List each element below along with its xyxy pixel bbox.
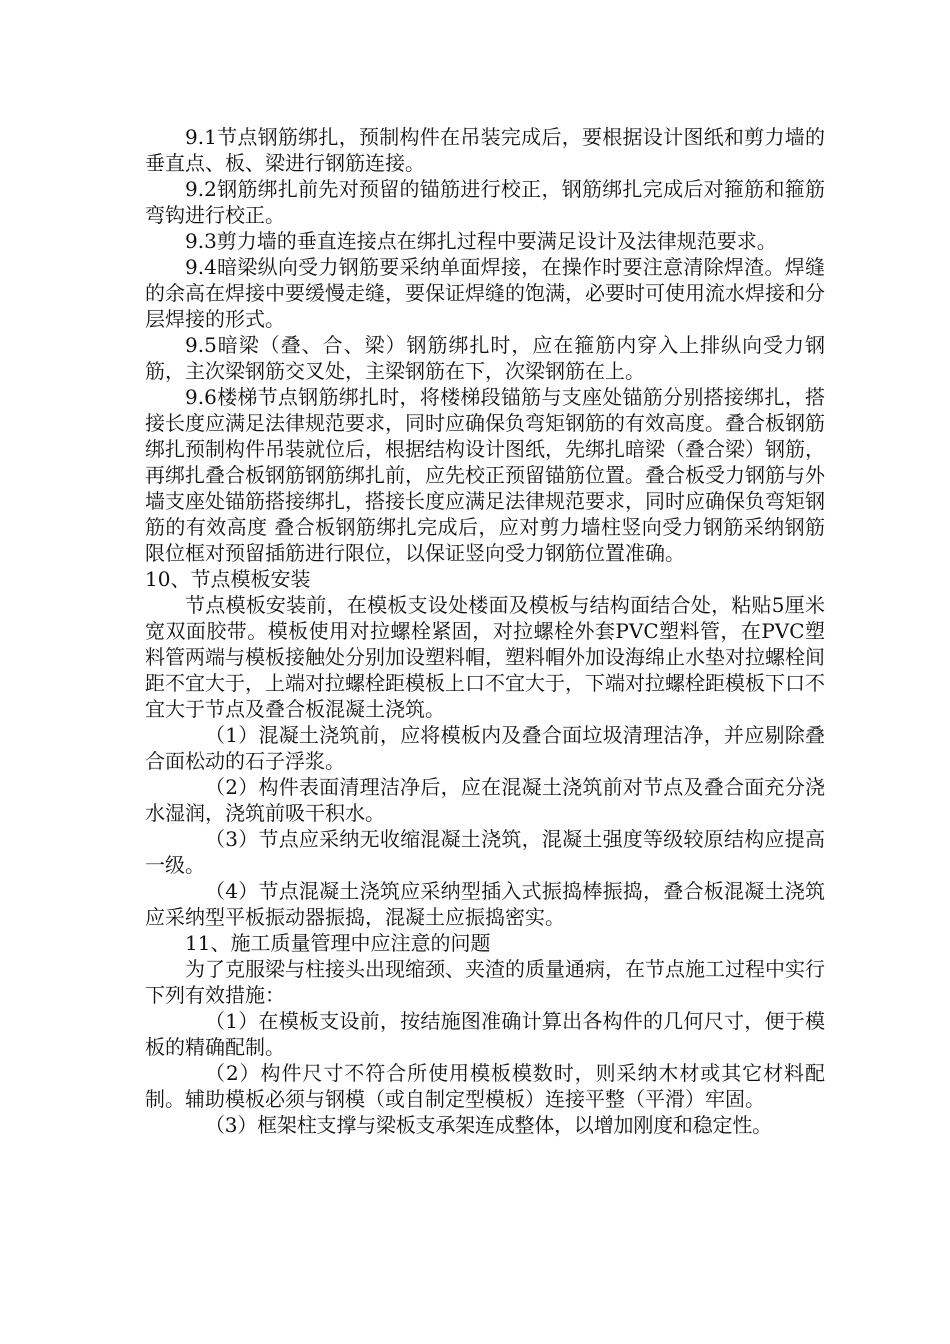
list-item-concrete-1: （1）混凝土浇筑前，应将模板内及叠合面垃圾清理洁净，并应剔除叠合面松动的石子浮浆。 <box>145 723 825 773</box>
paragraph-quality-intro: 为了克服梁与柱接头出现缩颈、夹渣的质量通病，在节点施工过程中实行下列有效措施： <box>145 957 825 1007</box>
paragraph-formwork-intro: 节点模板安装前，在模板支设处楼面及模板与结构面结合处，粘贴5厘米宽双面胶带。模板使用对拉螺栓紧固，对拉螺栓外套PVC塑料管，在PVC塑料管两端与模板接触处分别加设塑料帽，塑料帽外加设海绵止水垫对拉螺栓间距不宜大于，上端对拉螺栓距模板上口不宜大于，下端对拉螺栓距模板下口不宜大于节点及叠合板混凝土浇筑。 <box>145 593 825 721</box>
paragraph-9-6: 9.6楼梯节点钢筋绑扎时，将楼梯段锚筋与支座处锚筋分别搭接绑扎，搭接长度应满足法律规范要求，同时应确保负弯矩钢筋的有效高度。叠合板钢筋绑扎预制构件吊装就位后，根据结构设计图纸，先绑扎暗梁（叠合梁）钢筋，再绑扎叠合板钢筋钢筋绑扎前，应先校正预留锚筋位置。叠合板受力钢筋与外墙支座处锚筋搭接绑扎，搭接长度应满足法律规范要求，同时应确保负弯矩钢筋的有效高度 叠合板钢筋绑扎完成后，应对剪力墙柱竖向受力钢筋采纳钢筋限位框对预留插筋进行限位，以保证竖向受力钢筋位置准确。 <box>145 385 825 565</box>
list-item-concrete-3: （3）节点应采纳无收缩混凝土浇筑，混凝土强度等级较原结构应提高一级。 <box>145 827 825 877</box>
paragraph-9-2: 9.2钢筋绑扎前先对预留的锚筋进行校正，钢筋绑扎完成后对箍筋和箍筋弯钩进行校正。 <box>145 177 825 227</box>
paragraph-9-5: 9.5暗梁（叠、合、梁）钢筋绑扎时，应在箍筋内穿入上排纵向受力钢筋，主次梁钢筋交叉处，主梁钢筋在下，次梁钢筋在上。 <box>145 333 825 383</box>
document-body <box>145 124 825 1138</box>
list-item-concrete-2: （2）构件表面清理洁净后，应在混凝土浇筑前对节点及叠合面充分浇水湿润，浇筑前吸干积水。 <box>145 775 825 825</box>
section-heading-11: 11、施工质量管理中应注意的问题 <box>185 931 491 955</box>
list-item-quality-2: （2）构件尺寸不符合所使用模板模数时，则采纳木材或其它材料配制。辅助模板必须与钢模（或自制定型模板）连接平整（平滑）牢固。 <box>145 1061 825 1111</box>
list-item-quality-3: （3）框架柱支撑与梁板支承架连成整体，以增加刚度和稳定性。 <box>205 1113 772 1137</box>
list-item-concrete-4: （4）节点混凝土浇筑应采纳型插入式振捣棒振捣，叠合板混凝土浇筑应采纳型平板振动器振捣，混凝土应振捣密实。 <box>145 879 825 929</box>
list-item-quality-1: （1）在模板支设前，按结施图准确计算出各构件的几何尺寸，便于模板的精确配制。 <box>145 1009 825 1059</box>
section-heading-10: 10、节点模板安装 <box>145 567 311 591</box>
paragraph-9-4: 9.4暗梁纵向受力钢筋要采纳单面焊接，在操作时要注意清除焊渣。焊缝的余高在焊接中要缓慢走缝，要保证焊缝的饱满，必要时可使用流水焊接和分层焊接的形式。 <box>145 255 825 331</box>
paragraph-9-1: 9.1节点钢筋绑扎，预制构件在吊装完成后，要根据设计图纸和剪力墙的垂直点、板、梁进行钢筋连接。 <box>145 125 825 175</box>
paragraph-9-3: 9.3剪力墙的垂直连接点在绑扎过程中要满足设计及法律规范要求。 <box>185 229 777 253</box>
